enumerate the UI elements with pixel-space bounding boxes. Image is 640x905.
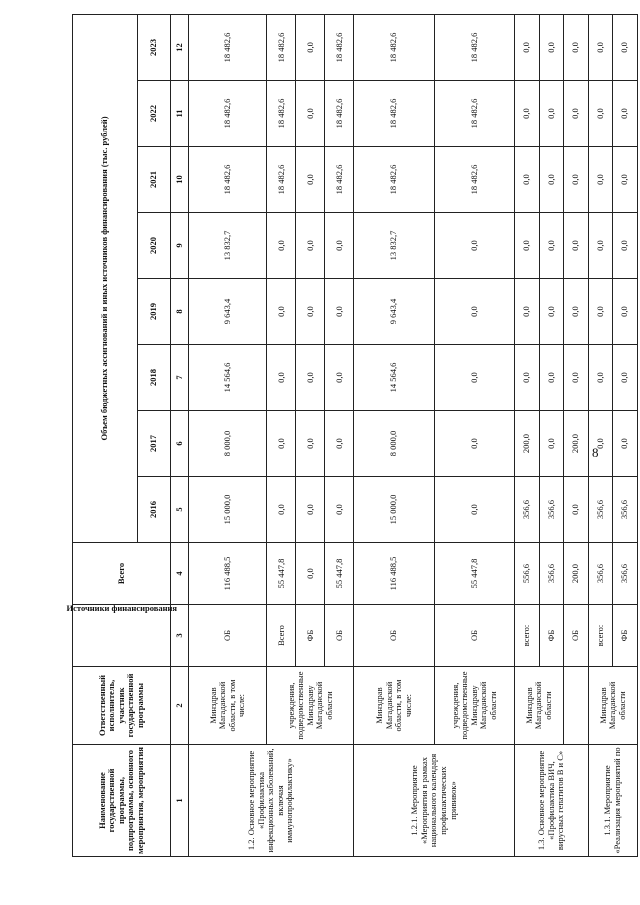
row-value: 0,0 (588, 14, 613, 80)
row-value: 0,0 (564, 345, 589, 411)
row-total: 356,6 (613, 543, 638, 605)
row-value: 0,0 (539, 279, 564, 345)
row-value: 0,0 (296, 345, 325, 411)
row-value: 0,0 (325, 477, 354, 543)
row-value: 356,6 (613, 477, 638, 543)
column-number: 2 (171, 667, 189, 745)
row-value: 200,0 (515, 411, 540, 477)
column-number: 3 (171, 605, 189, 667)
row-value: 356,6 (588, 477, 613, 543)
row-value: 0,0 (613, 81, 638, 147)
table-row (189, 14, 267, 856)
row-value: 13 832,7 (354, 213, 434, 279)
row-total: 55 447,8 (434, 543, 514, 605)
row-value: 0,0 (515, 81, 540, 147)
row-value: 0,0 (588, 279, 613, 345)
row-value: 18 482,6 (354, 14, 434, 80)
row-value: 0,0 (613, 279, 638, 345)
row-value: 15 000,0 (189, 477, 267, 543)
row-value: 0,0 (564, 147, 589, 213)
row-value: 18 482,6 (434, 81, 514, 147)
column-number: 8 (171, 279, 189, 345)
row-source: ФБ (539, 605, 564, 667)
row-value: 0,0 (588, 81, 613, 147)
row-value: 18 482,6 (325, 14, 354, 80)
row-value: 0,0 (296, 213, 325, 279)
column-number: 12 (171, 14, 189, 80)
row-value: 18 482,6 (267, 14, 296, 80)
row-value: 0,0 (296, 81, 325, 147)
row-total: 356,6 (539, 543, 564, 605)
row-source: всего: (588, 605, 613, 667)
row-value: 0,0 (296, 411, 325, 477)
row-value: 14 564,6 (189, 345, 267, 411)
row-value: 0,0 (325, 213, 354, 279)
header-year: 2023 (137, 14, 170, 80)
row-executor: Минздрав Магаданской области (515, 667, 564, 745)
row-value: 0,0 (564, 81, 589, 147)
row-name: 1.2. Основное мероприятие «Профилактика инфекционных заболеваний, включая иммунопрофилактику» (189, 745, 354, 857)
row-name: 1.3. Основное мероприятие «Профилактика ВИЧ, вирусных гепатитов В и С» (515, 745, 589, 857)
row-value: 18 482,6 (434, 147, 514, 213)
column-number: 11 (171, 81, 189, 147)
row-executor: учреждения, подведомственные Минздраву Магаданской области (434, 667, 514, 745)
row-executor: учреждения, подведомственные Минздраву Магаданской области (267, 667, 354, 745)
header-year: 2019 (137, 279, 170, 345)
column-number: 10 (171, 147, 189, 213)
financing-table (66, 14, 638, 857)
row-source: ОБ (325, 605, 354, 667)
table-row (515, 14, 540, 856)
row-value: 0,0 (515, 213, 540, 279)
header-volume: Объем бюджетных ассигнований и иных источников финансирования (тыс. рублей) (73, 14, 138, 542)
row-value: 0,0 (515, 345, 540, 411)
row-executor-empty (564, 667, 589, 745)
row-source: ОБ (434, 605, 514, 667)
row-value: 200,0 (564, 411, 589, 477)
row-total: 556,6 (515, 543, 540, 605)
header-source-text: Источники финансирования (66, 603, 177, 613)
row-value: 0,0 (267, 477, 296, 543)
row-value: 0,0 (515, 147, 540, 213)
row-source: ОБ (564, 605, 589, 667)
column-number: 9 (171, 213, 189, 279)
row-total: 0,0 (296, 543, 325, 605)
row-source: ФБ (613, 605, 638, 667)
column-number: 5 (171, 477, 189, 543)
page-number: 8 (592, 445, 599, 460)
row-total: 55 447,8 (325, 543, 354, 605)
header-year: 2017 (137, 411, 170, 477)
row-name: 1.3.1. Мероприятие «Реализация мероприятий по (588, 745, 637, 857)
row-value: 0,0 (564, 213, 589, 279)
row-value: 0,0 (325, 279, 354, 345)
row-value: 18 482,6 (189, 14, 267, 80)
row-value: 0,0 (588, 345, 613, 411)
row-value: 0,0 (539, 411, 564, 477)
row-value: 18 482,6 (325, 81, 354, 147)
row-value: 0,0 (434, 279, 514, 345)
row-value: 0,0 (434, 345, 514, 411)
row-value: 0,0 (613, 213, 638, 279)
row-value: 0,0 (434, 477, 514, 543)
row-value: 18 482,6 (354, 147, 434, 213)
row-total: 200,0 (564, 543, 589, 605)
row-value: 0,0 (325, 411, 354, 477)
row-value: 0,0 (539, 81, 564, 147)
row-value: 0,0 (434, 213, 514, 279)
header-executor: Ответственный исполнитель, участник государственной программы (73, 667, 171, 745)
row-value: 13 832,7 (189, 213, 267, 279)
column-number: 6 (171, 411, 189, 477)
header-source (66, 603, 177, 667)
row-value: 18 482,6 (434, 14, 514, 80)
header-total: Всего (73, 543, 171, 605)
header-year: 2016 (137, 477, 170, 543)
row-total: 116 488,5 (354, 543, 434, 605)
row-value: 0,0 (267, 213, 296, 279)
row-value: 0,0 (267, 279, 296, 345)
row-value: 0,0 (296, 147, 325, 213)
table-row (564, 14, 589, 856)
row-value: 0,0 (267, 345, 296, 411)
row-value: 0,0 (539, 147, 564, 213)
header-year: 2018 (137, 345, 170, 411)
row-value: 8 000,0 (354, 411, 434, 477)
row-value: 0,0 (539, 14, 564, 80)
row-value: 18 482,6 (189, 81, 267, 147)
table-row (354, 14, 434, 856)
row-value: 9 643,4 (189, 279, 267, 345)
row-value: 0,0 (588, 147, 613, 213)
header-name: Наименование государственной программы, подпрограммы, основного мероприятия, мероприятия (73, 745, 171, 857)
row-value: 0,0 (296, 477, 325, 543)
row-value: 9 643,4 (354, 279, 434, 345)
header-year: 2021 (137, 147, 170, 213)
header-year: 2020 (137, 213, 170, 279)
row-value: 0,0 (588, 213, 613, 279)
row-value: 0,0 (539, 345, 564, 411)
column-number: 4 (171, 543, 189, 605)
row-value: 0,0 (613, 14, 638, 80)
row-executor: Минздрав Магаданской области (588, 667, 637, 745)
row-value: 14 564,6 (354, 345, 434, 411)
row-value: 0,0 (434, 411, 514, 477)
column-number: 7 (171, 345, 189, 411)
row-value: 0,0 (588, 411, 613, 477)
row-value: 18 482,6 (325, 147, 354, 213)
row-total: 356,6 (588, 543, 613, 605)
row-value: 0,0 (296, 14, 325, 80)
row-value: 0,0 (613, 411, 638, 477)
row-executor: Минздрав Магаданской области, в том числе: (354, 667, 434, 745)
row-source: ОБ (189, 605, 267, 667)
row-value: 0,0 (564, 477, 589, 543)
row-value: 356,6 (515, 477, 540, 543)
row-value: 0,0 (515, 279, 540, 345)
row-value: 0,0 (296, 279, 325, 345)
row-value: 18 482,6 (354, 81, 434, 147)
row-value: 356,6 (539, 477, 564, 543)
row-value: 8 000,0 (189, 411, 267, 477)
row-name: 1.2.1. Мероприятие «Мероприятия в рамках национального календаря профилактических прививок» (354, 745, 515, 857)
row-value: 0,0 (613, 345, 638, 411)
rotated-table-wrapper (66, 15, 638, 857)
row-total: 55 447,8 (267, 543, 296, 605)
row-executor: Минздрав Магаданской области, в том числе: (189, 667, 267, 745)
row-total: 116 488,5 (189, 543, 267, 605)
row-source: всего: (515, 605, 540, 667)
row-value: 0,0 (515, 14, 540, 80)
row-value: 0,0 (539, 213, 564, 279)
row-source: Всего (267, 605, 296, 667)
table-row (434, 14, 514, 856)
table-row (267, 14, 296, 856)
header-year: 2022 (137, 81, 170, 147)
row-value: 0,0 (564, 14, 589, 80)
row-value: 18 482,6 (267, 81, 296, 147)
row-value: 18 482,6 (189, 147, 267, 213)
row-source: ОБ (354, 605, 434, 667)
row-value: 0,0 (325, 345, 354, 411)
row-value: 0,0 (564, 279, 589, 345)
table-row (588, 14, 613, 856)
column-number: 1 (171, 745, 189, 857)
row-value: 0,0 (613, 147, 638, 213)
row-source: ФБ (296, 605, 325, 667)
row-value: 0,0 (267, 411, 296, 477)
row-value: 18 482,6 (267, 147, 296, 213)
row-value: 15 000,0 (354, 477, 434, 543)
